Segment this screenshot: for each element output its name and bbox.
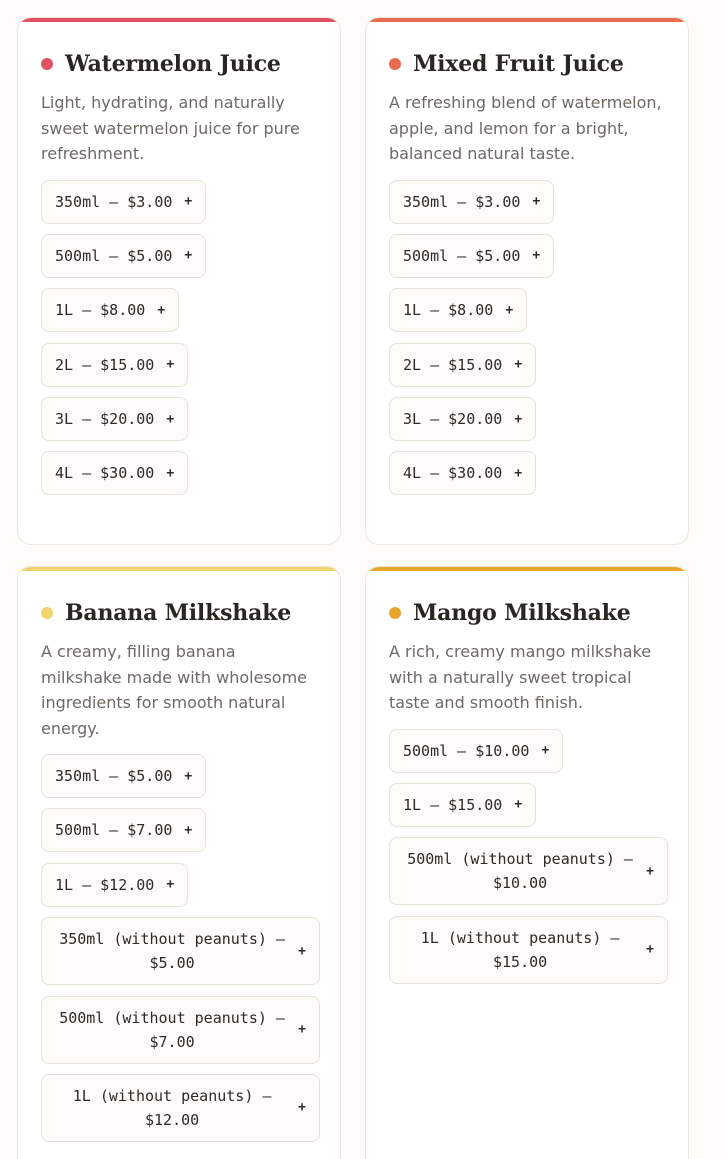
plus-icon: +: [184, 248, 193, 264]
accent-dot-icon: [389, 58, 401, 70]
plus-icon: +: [514, 465, 523, 481]
accent-dot-icon: [41, 607, 53, 619]
add-option-button[interactable]: [41, 343, 188, 387]
plus-icon: +: [646, 942, 654, 958]
add-option-button[interactable]: [389, 397, 536, 441]
add-option-button[interactable]: [41, 754, 206, 798]
add-option-button[interactable]: [41, 234, 206, 278]
option-label: 350ml — $5.00: [55, 767, 173, 785]
option-label: 4L — $30.00: [403, 464, 503, 483]
add-option-button[interactable]: [41, 917, 320, 985]
plus-icon: +: [157, 302, 166, 318]
add-option-button[interactable]: [41, 180, 206, 224]
option-label: 1L (without peanuts) — $12.00: [72, 1086, 272, 1129]
option-label: 1L — $8.00: [55, 301, 146, 320]
option-label: 2L — $15.00: [55, 355, 155, 374]
plus-icon: +: [166, 357, 175, 373]
card-header: [389, 597, 666, 629]
add-option-button[interactable]: [389, 916, 668, 984]
add-option-button[interactable]: [389, 837, 668, 905]
product-title: Banana Milkshake: [65, 600, 291, 626]
product-title: Mango Milkshake: [413, 600, 631, 626]
option-label: 2L — $15.00: [403, 355, 503, 374]
plus-icon: +: [514, 797, 523, 813]
product-title: Mixed Fruit Juice: [413, 51, 624, 77]
size-options: [389, 180, 666, 506]
size-options: [41, 180, 318, 506]
add-option-button[interactable]: [389, 729, 563, 773]
plus-icon: +: [505, 302, 514, 318]
plus-icon: +: [166, 465, 175, 481]
size-options: [41, 754, 318, 1152]
option-label: 500ml (without peanuts) — $10.00: [407, 850, 633, 893]
option-label: 500ml — $5.00: [403, 246, 521, 265]
add-option-button[interactable]: [41, 288, 179, 332]
add-option-button[interactable]: [389, 234, 554, 278]
plus-icon: +: [166, 877, 175, 893]
option-label: 500ml (without peanuts) — $7.00: [59, 1008, 285, 1051]
option-label: 3L — $20.00: [403, 410, 503, 429]
product-card-watermelon-juice: [17, 17, 341, 545]
option-label: 4L — $30.00: [55, 464, 155, 483]
option-label: 1L (without peanuts) — $15.00: [420, 928, 620, 971]
accent-dot-icon: [41, 58, 53, 70]
add-option-button[interactable]: [389, 180, 554, 224]
option-label: 3L — $20.00: [55, 410, 155, 429]
option-label: 350ml — $3.00: [403, 192, 521, 211]
add-option-button[interactable]: [41, 397, 188, 441]
add-option-button[interactable]: [389, 783, 536, 827]
product-title: Watermelon Juice: [65, 51, 281, 77]
card-header: [41, 48, 318, 80]
add-option-button[interactable]: [41, 451, 188, 495]
option-label: 350ml (without peanuts) — $5.00: [59, 930, 285, 973]
plus-icon: +: [184, 194, 193, 209]
plus-icon: +: [646, 863, 654, 879]
plus-icon: +: [532, 248, 541, 264]
card-header: [389, 48, 666, 80]
plus-icon: +: [298, 1100, 306, 1116]
option-label: 1L — $15.00: [403, 795, 503, 814]
product-card-mango-milkshake: [365, 566, 689, 1159]
plus-icon: +: [298, 1022, 306, 1038]
plus-icon: +: [541, 743, 550, 758]
product-card-mixed-fruit-juice: [365, 17, 689, 545]
option-label: 500ml — $10.00: [403, 741, 530, 760]
card-header: [41, 597, 318, 629]
plus-icon: +: [166, 411, 175, 427]
add-option-button[interactable]: [41, 1074, 320, 1142]
plus-icon: +: [514, 357, 523, 373]
plus-icon: +: [514, 411, 523, 427]
product-description: A creamy, filling banana milkshake made with wholesome ingredients for smooth natural energy.: [41, 642, 308, 738]
option-label: 1L — $12.00: [55, 875, 155, 894]
option-label: 1L — $8.00: [403, 301, 494, 320]
plus-icon: +: [298, 943, 306, 959]
add-option-button[interactable]: [389, 343, 536, 387]
add-option-button[interactable]: [41, 996, 320, 1064]
option-label: 500ml — $7.00: [55, 821, 173, 840]
accent-dot-icon: [389, 607, 401, 619]
add-option-button[interactable]: [41, 863, 188, 907]
plus-icon: +: [184, 768, 193, 784]
product-card-banana-milkshake: [17, 566, 341, 1159]
plus-icon: +: [184, 822, 193, 838]
plus-icon: +: [532, 194, 541, 209]
add-option-button[interactable]: [389, 288, 527, 332]
product-description: Light, hydrating, and naturally sweet watermelon juice for pure refreshment.: [41, 93, 300, 163]
product-description: A refreshing blend of watermelon, apple, and lemon for a bright, balanced natural taste.: [389, 93, 662, 163]
option-label: 500ml — $5.00: [55, 246, 173, 265]
add-option-button[interactable]: [41, 808, 206, 852]
product-description: A rich, creamy mango milkshake with a naturally sweet tropical taste and smooth finish.: [389, 642, 652, 712]
option-label: 350ml — $3.00: [55, 192, 173, 211]
size-options: [389, 729, 666, 995]
add-option-button[interactable]: [389, 451, 536, 495]
